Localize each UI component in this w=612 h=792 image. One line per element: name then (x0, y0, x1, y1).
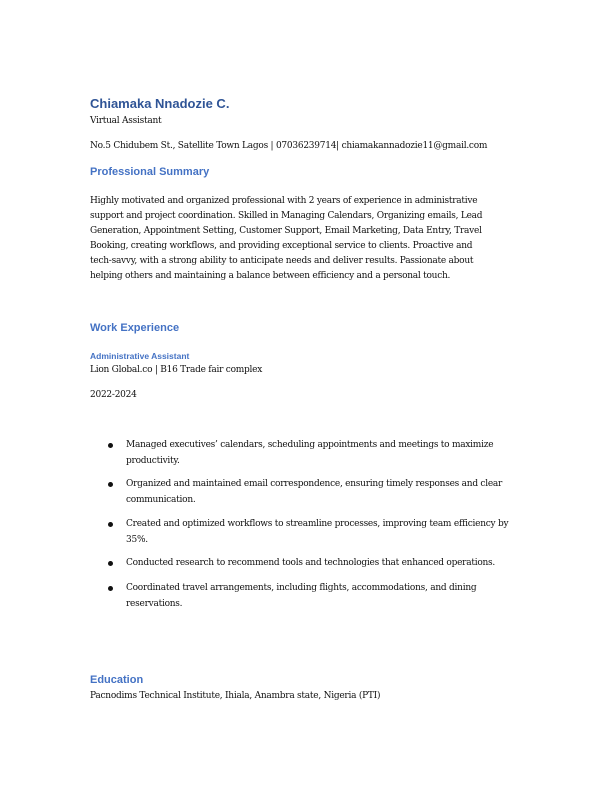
bullet-item (108, 517, 528, 548)
bullet-item (108, 438, 528, 469)
contact-info: No.5 Chidubem St., Satellite Town Lagos | 07036239714| chiamakannadozie11@gmail.com (90, 141, 488, 151)
summary-line: Generation, Appointment Setting, Customer Support, Email Marketing, Data Entry, Travel (90, 226, 482, 236)
summary-line: tech-savvy, with a strong ability to anticipate needs and deliver results. Passionate about (90, 256, 474, 266)
summary-line: Highly motivated and organized professional with 2 years of experience in administrative (90, 196, 478, 206)
job-dates: 2022-2024 (90, 390, 137, 400)
bullet-item (108, 556, 528, 572)
bullet-text: Coordinated travel arrangements, including flights, accommodations, and dining reservations. (126, 583, 477, 609)
summary-heading: Professional Summary (90, 166, 210, 178)
bullet-icon (108, 561, 113, 566)
experience-heading: Work Experience (90, 322, 180, 334)
company: Lion Global.co | B16 Trade fair complex (90, 365, 263, 375)
school: Pacnodims Technical Institute, Ihiala, Anambra state, Nigeria (PTI) (90, 691, 381, 701)
education-heading: Education (90, 674, 144, 686)
job-title: Virtual Assistant (90, 116, 162, 126)
bullet-item (108, 477, 528, 508)
bullet-icon (108, 482, 113, 487)
bullet-icon (108, 522, 113, 527)
bullet-item (108, 581, 528, 612)
bullet-icon (108, 443, 113, 448)
summary-line: helping others and maintaining a balance between efficiency and a personal touch. (90, 271, 451, 281)
bullet-icon (108, 586, 113, 591)
summary-paragraph (90, 194, 530, 284)
summary-line: Booking, creating workflows, and providing exceptional service to clients. Proactive and (90, 241, 473, 251)
job-role: Administrative Assistant (90, 351, 190, 361)
summary-line: support and project coordination. Skilled in Managing Calendars, Organizing emails, Lead (90, 211, 483, 221)
bullet-text: Conducted research to recommend tools and technologies that enhanced operations. (126, 558, 496, 568)
bullet-text: Managed executives’ calendars, scheduling appointments and meetings to maximize productivity. (126, 440, 494, 466)
bullet-text: Created and optimized workflows to streamline processes, improving team efficiency by 35%. (126, 519, 509, 545)
bullet-text: Organized and maintained email correspondence, ensuring timely responses and clear communication. (126, 479, 503, 505)
candidate-name: Chiamaka Nnadozie C. (90, 96, 230, 111)
